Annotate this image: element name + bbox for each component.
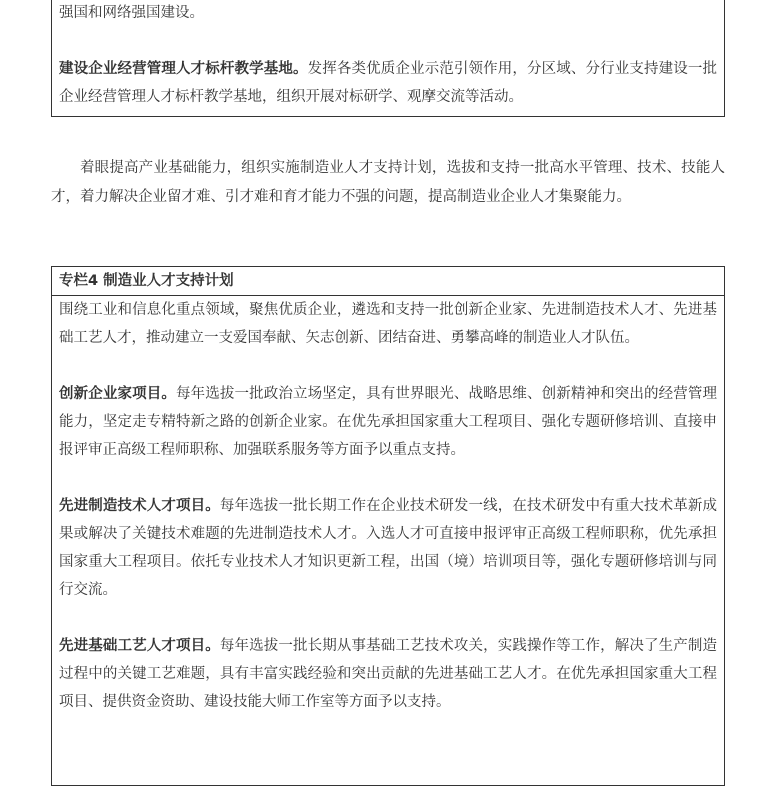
paragraph-gap <box>59 27 717 55</box>
item-title: 先进基础工艺人才项目。 <box>59 638 220 654</box>
box-item-benchmark-base <box>59 55 717 111</box>
item-text: 每年选拔一批政治立场坚定，具有世界眼光、战略思维、创新精神和突出的经营管理能力，坚定走专精特新之路的创新企业家。在优先承担国家重大工程项目、强化专题研修培训、直接申报评审正高级工程师职称、加强联系服务等方面予以重点支持。 <box>59 386 717 458</box>
item-text: 每年选拔一批长期工作在企业技术研发一线，在技术研发中有重大技术革新成果或解决了关键技术难题的先进制造技术人才。入选人才可直接申报评审正高级工程师职称，优先承担国家重大工程项目。依托专业技术人才知识更新工程，出国（境）培训项目等，强化专题研修培训与同行交流。 <box>59 498 717 598</box>
box-header: 专栏4 制造业人才支持计划 <box>52 267 724 296</box>
item-title: 创新企业家项目。 <box>59 386 176 402</box>
item-title: 建设企业经营管理人才标杆教学基地。 <box>59 61 308 77</box>
paragraph-gap <box>59 464 717 492</box>
box-column-4-body <box>52 296 724 716</box>
box-item-basic-craft-talent <box>59 632 717 716</box>
box-column-4 <box>51 266 725 786</box>
box-item-advanced-tech-talent <box>59 492 717 604</box>
item-text: 每年选拔一批长期从事基础工艺技术攻关，实践操作等工作，解决了生产制造过程中的关键工艺难题，具有丰富实践经验和突出贡献的先进基础工艺人才。在优先承担国家重大工程项目、提供资金资助、建设技能大师工作室等方面予以支持。 <box>59 638 717 710</box>
box-intro: 围绕工业和信息化重点领域，聚焦优质企业，遴选和支持一批创新企业家、先进制造技术人才、先进基础工艺人才，推动建立一支爱国奉献、矢志创新、团结奋进、勇攀高峰的制造业人才队伍。 <box>59 302 717 346</box>
box-talent-training <box>51 0 725 117</box>
item-title: 先进制造技术人才项目。 <box>59 498 220 514</box>
paragraph-gap <box>59 604 717 632</box>
box-item-innovative-entrepreneur <box>59 380 717 464</box>
box-talent-training-body <box>52 0 724 111</box>
item-text: 发挥各类优质企业示范引领作用，分区域、分行业支持建设一批企业经营管理人才标杆教学基地，组织开展对标研学、观摩交流等活动。 <box>59 61 717 105</box>
body-paragraph: 着眼提高产业基础能力，组织实施制造业人才支持计划，选拔和支持一批高水平管理、技术、技能人才，着力解决企业留才难、引才难和育才能力不强的问题，提高制造业企业人才集聚能力。 <box>51 160 725 205</box>
box-text-line: 强国和网络强国建设。 <box>59 5 204 21</box>
paragraph-gap <box>59 352 717 380</box>
